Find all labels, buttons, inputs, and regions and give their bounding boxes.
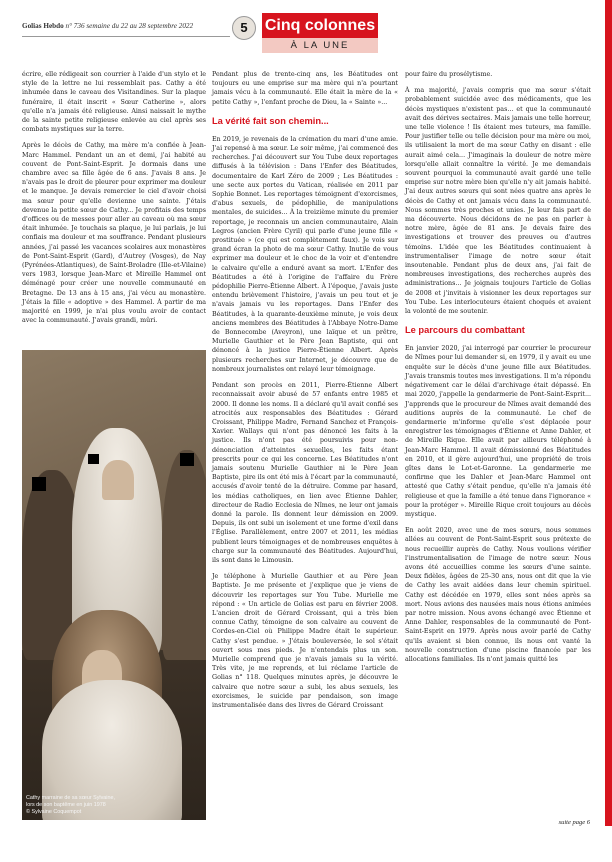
issue-info: n° 736 semaine du 22 au 28 septembre 2022 [65, 22, 194, 30]
suite-text: suite page 6 [558, 819, 590, 826]
col2-paragraph-3: Pendant son procès en 2011, Pierre-Étienne Albert reconnaissait avoir abusé de 57 enfants entre 1985 et 2000. Il donne les noms. Il a déclaré qu'il avait confié ses atrocités aux responsables des Béatitudes : Gérard Croissant, Philippe Madre, Fernand Sanchez et François-Xavier. Wallays qui n'ont pas dénoncé les faits à la justice. Ils n'ont pas été poursuivis pour non-dénonciation d'atteintes sexuelles, les faits étant prescrits pour ce qui les concerne. Les Béatitudes n'ont jamais soutenu Murielle Gauthier ni le Père Jean Baptiste, pire ils ont été mis à l'écart par la communauté, accusés d'avoir tenté de la détruire. Comme par hasard, les médias catholiques, en lien avec Étienne Dahler, directeur de Radio Ecclesia de Nîmes, ne leur ont jamais donné la parole. Ils donnent leur démission en 2009. Depuis, ils ont subi un isolement et une forme d'exil dans l'Église. Parallèlement, entre 2007 et 2011, les médias publient leurs témoignages et de nombreuses enquêtes à charge sur la communauté des Béatitudes. Aujourd'hui, ils sont dans le Limousin. [212, 382, 398, 564]
caption-line-2: lors de son baptême en juin 1978 [26, 802, 106, 808]
subhead-verite: La vérité fait son chemin... [212, 115, 329, 126]
photo-caption [26, 795, 146, 816]
baptism-photo [22, 350, 206, 820]
col2-paragraph-2: En 2019, je revenais de la crémation du mari d'une amie. J'ai repensé à ma sœur. Le soir même, j'ai commencé des recherches. J'ai découvert sur You Tube deux reportages diffusés à la télévision : Dans l'Enfer des Béatitudes, documentaire de Karl Zéro de 2009 ; Les Béatitudes : une secte aux portes du Vatican, réalisée en 2011 par Sophie Bonnet. Les reportages témoignent d'exorcismes, d'abus sexuels, de pédophilie, de manipulations mentales, de suicides... À la treizième minute du premier reportage, je reconnais un ancien communautaire, Alain Legros (ancien Frère Cyril) qui parle d'une jeune fille « prostituée » (ce qui est complètement faux). Je vois sur grand écran la photo de ma sœur Cathy. Inutile de vous exprimer ma douleur et le choc de la voir et d'entendre le calvaire qu'elle a enduré avant sa mort. L'Enfer des Béatitudes a été à l'origine de l'affaire du Frère pédophilie Pierre-Étienne Albert. À l'époque, j'avais juste entendu brièvement l'histoire, j'avais un peu tout et je n'avais jamais vu les reportages. Dans l'Enfer des Béatitudes, à la quarante-deuxième minute, je vois deux anciens membres des Béatitudes à l'Abbaye Notre-Dame de Bonnecombe (Aveyron), une laïque et un prêtre, Murielle Gauthier et le Père Jean Baptiste, qui ont dénoncé à la justice Pierre-Étienne Albert. Après plusieurs recherches sur Internet, je découvre que de nombreux journalistes ont relayé leur témoignage. [212, 135, 398, 373]
privacy-mask [32, 477, 46, 491]
column-3 [405, 70, 591, 671]
issue-line [22, 22, 193, 30]
caption-line-1: Cathy marraine de sa sœur Sylvaine, [26, 795, 115, 801]
photo-face [102, 460, 134, 500]
subhead-parcours: Le parcours du combattant [405, 325, 525, 336]
col3-paragraph-4: En août 2020, avec une de mes sœurs, nous sommes allées au couvent de Pont-Saint-Esprit sous prétexte de nous recueillir auprès de Cathy. Nous voulions vérifier l'instrumentalisation de l'image de notre sœur. Nous avons été accueillies comme les sœurs d'une sainte. Deux fidèles, âgées de 25-30 ans, nous ont dit que la vie de Cathy les avait aidées dans leur chemin spirituel. Cathy est décédée en 1979, elles sont nées après sa mort. Nous avions des nausées mais nous étions animées par notre mission. Nous avons échangé avec Étienne et Anne Dahler, responsables de la communauté de Pont-Saint-Esprit en 1979. Après nous avoir parlé de Cathy qu'ils avaient si bien connue, ils nous ont vanté la nouvelle construction d'une piscine financée par les allocations familiales. Ils n'ont jamais quitté les [405, 527, 591, 663]
caption-credit: © Sylvaine Coquempot [26, 809, 82, 815]
column-2 [212, 70, 398, 717]
col3-paragraph-2: À ma majorité, j'avais compris que ma sœur s'était probablement suicidée avec des médicaments, que les décès mystiques n'existent pas... et que la communauté avait des dérives sectaires. Mais jamais une telle horreur, une telle violence ! Ils étaient mes tuteurs, ma famille. Pour justifier telle ou telle décision pour ma mère ou moi, ils utilisaient la mort de ma sœur Cathy en disant : elle aurait aimé cela... J'imaginais la douleur de notre mère lorsqu'elle allait connaître la vérité. Je me demandais souvent pourquoi la communauté avait gardé une telle emprise sur notre mère bien qu'elle n'y ait jamais habité. J'ai deux autres sœurs qui sont nées quatre ans après le décès de Cathy et ont jamais vécu dans la communauté. Nous sommes très proches et unies. Je leur fais part de ma découverte. Nous décidons de ne pas en parler à notre mère, âgée de 81 ans. Je devais faire des investigations et trouver des preuves ou d'autres témoins. L'idée que les Béatitudes continuaient à instrumentaliser l'image de notre sœur était insoutenable. Pendant plus de deux ans, j'ai fait de nombreuses investigations, des recherches auprès des administrations... Je joignais toujours l'article de Golias de 2008 et j'invitais à visionner les deux reportages sur You Tube. Les interlocuteurs étaient choqués et avaient la volonté de me soutenir. [405, 87, 591, 316]
page-edge-bar [605, 0, 612, 826]
rubric-title: Cinq colonnes [262, 13, 378, 38]
col1-paragraph-1: écrire, elle rédigeait son courrier à l'aide d'un stylo et le style de la lettre ne lui ressemblait pas. Cathy a été inhumée dans le caveau des Visitandines. Sur la plaque funéraire, il était inscrit « Sœur Catherine », alors qu'elle n'a jamais été religieuse. Ainsi naissait le mythe de la sainte petite religieuse enlevée au ciel après ses combats mystiques sur la terre. [22, 71, 206, 134]
col1-paragraph-2: Après le décès de Cathy, ma mère m'a confiée à Jean-Marc Hammel. Pendant un an et demi, j'ai habité au couvent de Pont-Saint-Esprit. Je dormais dans une chambre avec sa fille âgée de 6 ans. J'avais 8 ans. Je n'avais pas le droit de pleurer pour exprimer ma douleur et le manque. Je devais remercier le ciel d'avoir choisi ma sœur pour qu'elle devienne une sainte. J'étais devenue la petite sœur de Cathy... Je profitais des temps d'offices ou de messes pour aller au caveau où ma sœur était inhumée. Je touchais sa plaque, je lui parlais, je lui confiais ma douleur et ma souffrance. Pendant plusieurs années, j'ai passé les vacances scolaires aux monastères de Pont-Saint-Esprit (Gard), d'Autrey (Vosges), de Nay (Pyrénées-Atlantiques), de Saint-Broladre (Ille-et-Vilaine) vers 1983, lorsque Jean-Marc et Mireille Hammel ont déménagé pour créer une nouvelle communauté en Bretagne. De 13 ans à 15 ans, j'ai vécu au monastère. J'étais la fille « adoptive » des Hammel. À partir de ma majorité en 1999, je n'ai plus voulu avoir de contact avec la communauté. J'avais grandi, mûri. [22, 142, 206, 325]
col2-paragraph-4: Je téléphone à Murielle Gauthier et au Père Jean Baptiste. Je me présente et j'explique que je viens de découvrir les reportages sur You Tube. Murielle me répond : « Un article de Golias est paru en février 2008. L'ancien droit de Gérard Croissant, qui a très bien connue Cathy, témoigne de son calvaire au couvent de Cordes-en-Ciel où Philippe Madre était le supérieur. Cathy s'est pendue. » J'étais bouleversée, le sol s'était ouvert sous mes pieds. Je n'entendais plus un son. Murielle comprend que je n'avais jamais su la vérité. Très vite, je me reprends, et lui réclame l'article de Golias n° 118. Quelques minutes après, je découvre le calvaire que notre sœur a subi, les abus sexuels, les exorcismes, le suicide par pendaison, son image instrumentalisée dans des livres de Gérard Croissant [212, 573, 398, 709]
privacy-mask [88, 454, 99, 464]
col3-paragraph-3: En janvier 2020, j'ai interrogé par courrier le procureur de Nîmes pour lui demander si, en 1979, il y avait eu une enquête sur le décès d'une jeune fille aux Béatitudes. J'avais transmis toutes mes investigations. Il m'a répondu négativement car le délai d'archivage était dépassé. En mai 2020, j'appelle la gendarmerie de Pont-Saint-Esprit... J'apprends que le procureur de Nîmes avait demandé des auditions auprès de la communauté. Le chef de gendarmerie m'informe qu'elle s'est déplacée pour enregistrer les témoignages d'Étienne et Anne Dahler, et de Mireille Rique. Elle avait par ailleurs téléphoné à Jean-Marc Hammel. Il avait démissionné des Béatitudes en 2010, et il gère aujourd'hui, une propriété de trois gîtes dans le Lot-et-Garonne. La gendarmerie me confirme que les Dahler et Jean-Marc Hammel ont attesté que Cathy s'était pendue, qu'elle n'a jamais été religieuse et que la famille a été tenue dans l'ignorance « pour la protéger ». Mireille Rique croit toujours au décès mystique. [405, 345, 591, 518]
header-rule [22, 36, 230, 37]
photo-figure-right [162, 450, 206, 660]
page-number-badge: 5 [232, 16, 256, 40]
col3-paragraph-1: pour faire du prosélytisme. [405, 71, 493, 78]
continued-on-page [559, 819, 590, 826]
privacy-mask [180, 453, 194, 466]
rubric-subtitle: À LA UNE [262, 38, 378, 53]
publication-name: Golias Hebdo [22, 22, 64, 30]
col2-paragraph-1: Pendant plus de trente-cinq ans, les Béatitudes ont toujours eu une emprise sur ma mère qui n'a pourtant jamais vécu à la communauté. Elle était la mère de la « petite Cathy », l'enfant proche de Dieu, la « Sainte »... [212, 71, 398, 106]
column-1 [22, 70, 206, 332]
